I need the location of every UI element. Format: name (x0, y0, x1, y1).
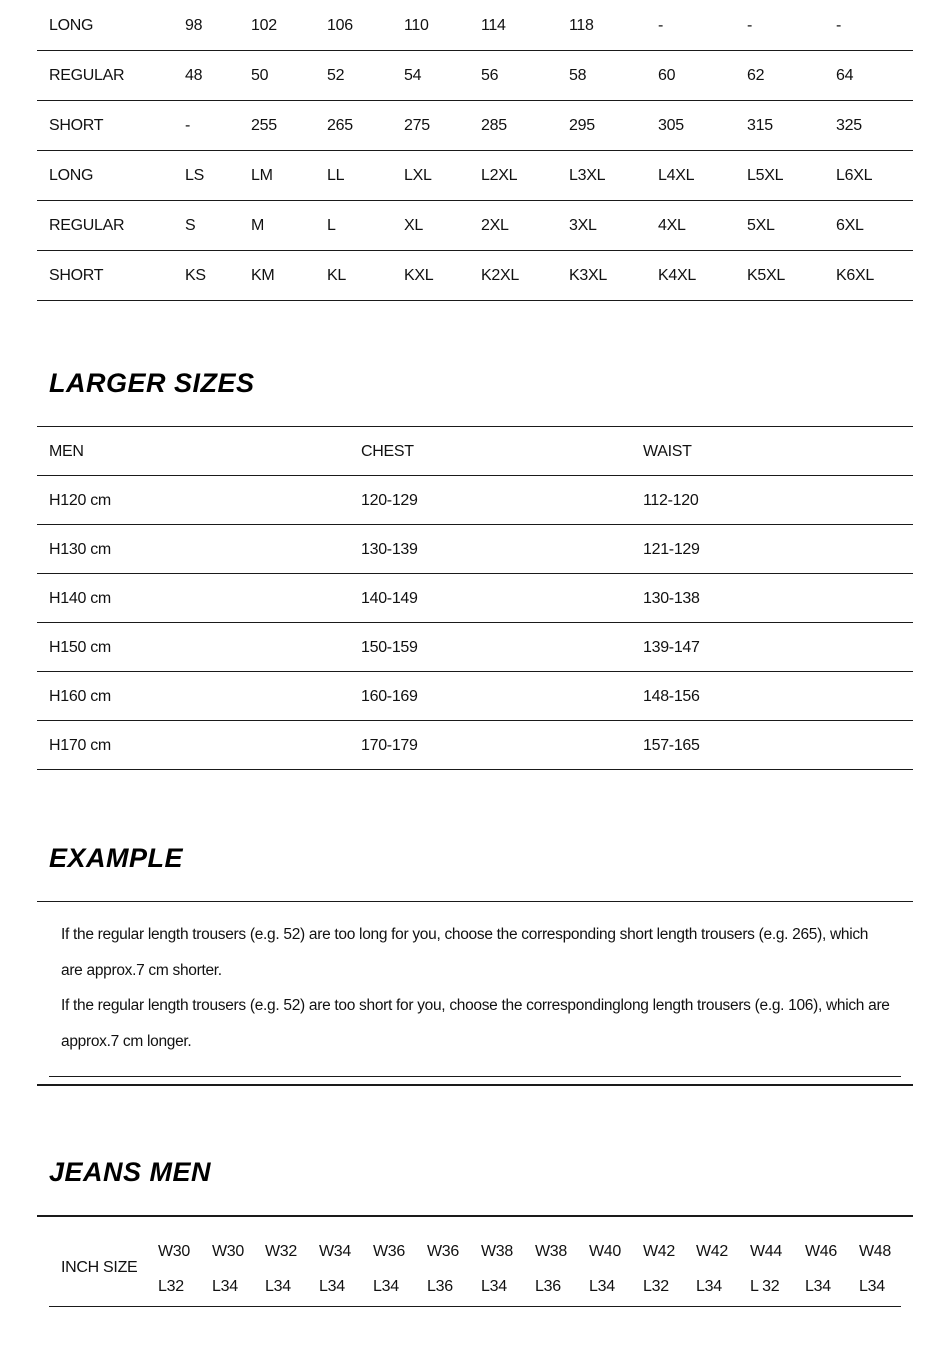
table-cell: 2XL (481, 217, 509, 234)
inch-size-label: INCH SIZE (61, 1259, 138, 1276)
length-size: L36 (427, 1278, 453, 1295)
jeans-size-cell (427, 1234, 459, 1304)
example-text (61, 917, 891, 1059)
cell-men: H140 cm (49, 590, 111, 607)
table-cell: L5XL (747, 167, 784, 184)
waist-size: W36 (373, 1243, 405, 1260)
cell-waist: 139-147 (643, 639, 700, 656)
waist-size: W42 (643, 1243, 675, 1260)
jeans-size-cell (589, 1234, 621, 1304)
table-cell: 110 (404, 17, 429, 34)
row-label: LONG (49, 17, 94, 34)
cell-chest: 160-169 (361, 688, 418, 705)
jeans-size-cell (859, 1234, 891, 1304)
length-size: L32 (643, 1278, 669, 1295)
cell-chest: 150-159 (361, 639, 418, 656)
cell-waist: 130-138 (643, 590, 700, 607)
table-cell: 62 (747, 67, 765, 84)
cell-waist: 112-120 (643, 492, 699, 509)
larger-sizes-heading: LARGER SIZES (49, 368, 255, 398)
row-label: SHORT (49, 117, 104, 134)
table-cell: 6XL (836, 217, 864, 234)
cell-chest: 120-129 (361, 492, 418, 509)
table-cell: 106 (327, 17, 353, 34)
waist-size: W34 (319, 1243, 351, 1260)
table-cell: LS (185, 167, 204, 184)
cell-waist: 121-129 (643, 541, 700, 558)
table-cell: 64 (836, 67, 854, 84)
cell-men: H160 cm (49, 688, 111, 705)
jeans-size-cell (696, 1234, 728, 1304)
jeans-men-table (37, 1215, 913, 1308)
jeans-size-cell (535, 1234, 567, 1304)
table-cell: L3XL (569, 167, 606, 184)
length-size: L34 (212, 1278, 238, 1295)
table-cell: 56 (481, 67, 499, 84)
table-cell: 295 (569, 117, 595, 134)
example-paragraph-1: If the regular length trousers (e.g. 52) are too long for you, choose the corresponding short length trousers (e.g. 265), which are approx.7 cm shorter. (61, 926, 869, 979)
table-cell: 52 (327, 67, 345, 84)
example-box (37, 901, 913, 1086)
table-cell: 275 (404, 117, 430, 134)
length-size: L36 (535, 1278, 561, 1295)
waist-size: W40 (589, 1243, 621, 1260)
table-cell: 315 (747, 117, 773, 134)
length-size: L32 (158, 1278, 184, 1295)
header-men: MEN (49, 443, 84, 460)
jeans-men-heading: JEANS MEN (49, 1157, 212, 1187)
waist-size: W38 (535, 1243, 567, 1260)
jeans-size-cell (481, 1234, 513, 1304)
table-cell: 285 (481, 117, 507, 134)
table-row (37, 623, 913, 672)
table-cell: - (185, 117, 191, 134)
table-row (37, 1, 913, 51)
waist-size: W30 (212, 1243, 244, 1260)
table-cell: 118 (569, 17, 594, 34)
table-cell: K2XL (481, 267, 519, 284)
length-size: L34 (481, 1278, 507, 1295)
cell-chest: 130-139 (361, 541, 418, 558)
waist-size: W36 (427, 1243, 459, 1260)
table-cell: 54 (404, 67, 422, 84)
table-cell: KXL (404, 267, 434, 284)
table-header-row (37, 427, 913, 476)
table-cell: S (185, 217, 196, 234)
table-cell: LL (327, 167, 345, 184)
table-row (37, 525, 913, 574)
table-cell: K5XL (747, 267, 785, 284)
table-cell: L4XL (658, 167, 695, 184)
cell-men: H170 cm (49, 737, 111, 754)
table-cell: 114 (481, 17, 506, 34)
jeans-size-cell (750, 1234, 782, 1304)
length-size: L34 (805, 1278, 831, 1295)
waist-size: W48 (859, 1243, 891, 1260)
table-cell: K6XL (836, 267, 874, 284)
size-conversion-table (37, 1, 913, 301)
length-size: L34 (696, 1278, 722, 1295)
table-row (37, 201, 913, 251)
table-cell: L6XL (836, 167, 873, 184)
length-size: L34 (265, 1278, 291, 1295)
table-cell: 102 (251, 17, 277, 34)
length-size: L34 (373, 1278, 399, 1295)
divider (49, 1076, 901, 1077)
row-label: SHORT (49, 267, 104, 284)
cell-chest: 170-179 (361, 737, 418, 754)
jeans-size-cell (265, 1234, 297, 1304)
row-label: REGULAR (49, 217, 125, 234)
table-cell: K4XL (658, 267, 696, 284)
header-chest: CHEST (361, 443, 414, 460)
cell-chest: 140-149 (361, 590, 418, 607)
table-row (37, 101, 913, 151)
table-cell: L2XL (481, 167, 518, 184)
table-cell: 60 (658, 67, 676, 84)
header-waist: WAIST (643, 443, 692, 460)
table-cell: - (836, 17, 842, 34)
table-cell: 325 (836, 117, 862, 134)
table-row (37, 251, 913, 301)
cell-men: H130 cm (49, 541, 111, 558)
length-size: L34 (319, 1278, 345, 1295)
jeans-size-cell (805, 1234, 837, 1304)
row-label: LONG (49, 167, 94, 184)
waist-size: W30 (158, 1243, 190, 1260)
jeans-size-cell (643, 1234, 675, 1304)
table-cell: 58 (569, 67, 587, 84)
waist-size: W32 (265, 1243, 297, 1260)
cell-waist: 157-165 (643, 737, 700, 754)
table-cell: M (251, 217, 265, 234)
table-cell: K3XL (569, 267, 607, 284)
table-cell: 3XL (569, 217, 597, 234)
table-cell: KS (185, 267, 206, 284)
table-row (37, 574, 913, 623)
jeans-size-cell (212, 1234, 244, 1304)
table-cell: - (658, 17, 664, 34)
example-paragraph-2: If the regular length trousers (e.g. 52) are too short for you, choose the correspondinglong length trousers (e.g. 106), which are approx.7 cm longer. (61, 997, 890, 1050)
table-cell: XL (404, 217, 423, 234)
jeans-size-cell (373, 1234, 405, 1304)
waist-size: W44 (750, 1243, 782, 1260)
table-row (37, 721, 913, 770)
row-label: REGULAR (49, 67, 125, 84)
table-cell: 50 (251, 67, 269, 84)
table-cell: 5XL (747, 217, 775, 234)
length-size: L 32 (750, 1278, 780, 1295)
table-row (37, 672, 913, 721)
length-size: L34 (589, 1278, 615, 1295)
table-cell: 305 (658, 117, 684, 134)
length-size: L34 (859, 1278, 885, 1295)
table-row (37, 476, 913, 525)
jeans-size-cell (158, 1234, 190, 1304)
waist-size: W38 (481, 1243, 513, 1260)
table-row (37, 151, 913, 201)
larger-sizes-table (37, 426, 913, 770)
table-cell: 4XL (658, 217, 686, 234)
table-cell: KL (327, 267, 346, 284)
table-cell: LXL (404, 167, 432, 184)
example-heading: EXAMPLE (49, 843, 184, 873)
divider (49, 1306, 901, 1307)
cell-men: H120 cm (49, 492, 111, 509)
jeans-size-cell (319, 1234, 351, 1304)
cell-men: H150 cm (49, 639, 111, 656)
table-cell: - (747, 17, 753, 34)
table-cell: 48 (185, 67, 203, 84)
table-cell: L (327, 217, 336, 234)
waist-size: W46 (805, 1243, 837, 1260)
table-cell: KM (251, 267, 275, 284)
waist-size: W42 (696, 1243, 728, 1260)
table-cell: 255 (251, 117, 277, 134)
table-row (37, 51, 913, 101)
table-cell: LM (251, 167, 273, 184)
cell-waist: 148-156 (643, 688, 700, 705)
table-cell: 98 (185, 17, 203, 34)
table-cell: 265 (327, 117, 353, 134)
